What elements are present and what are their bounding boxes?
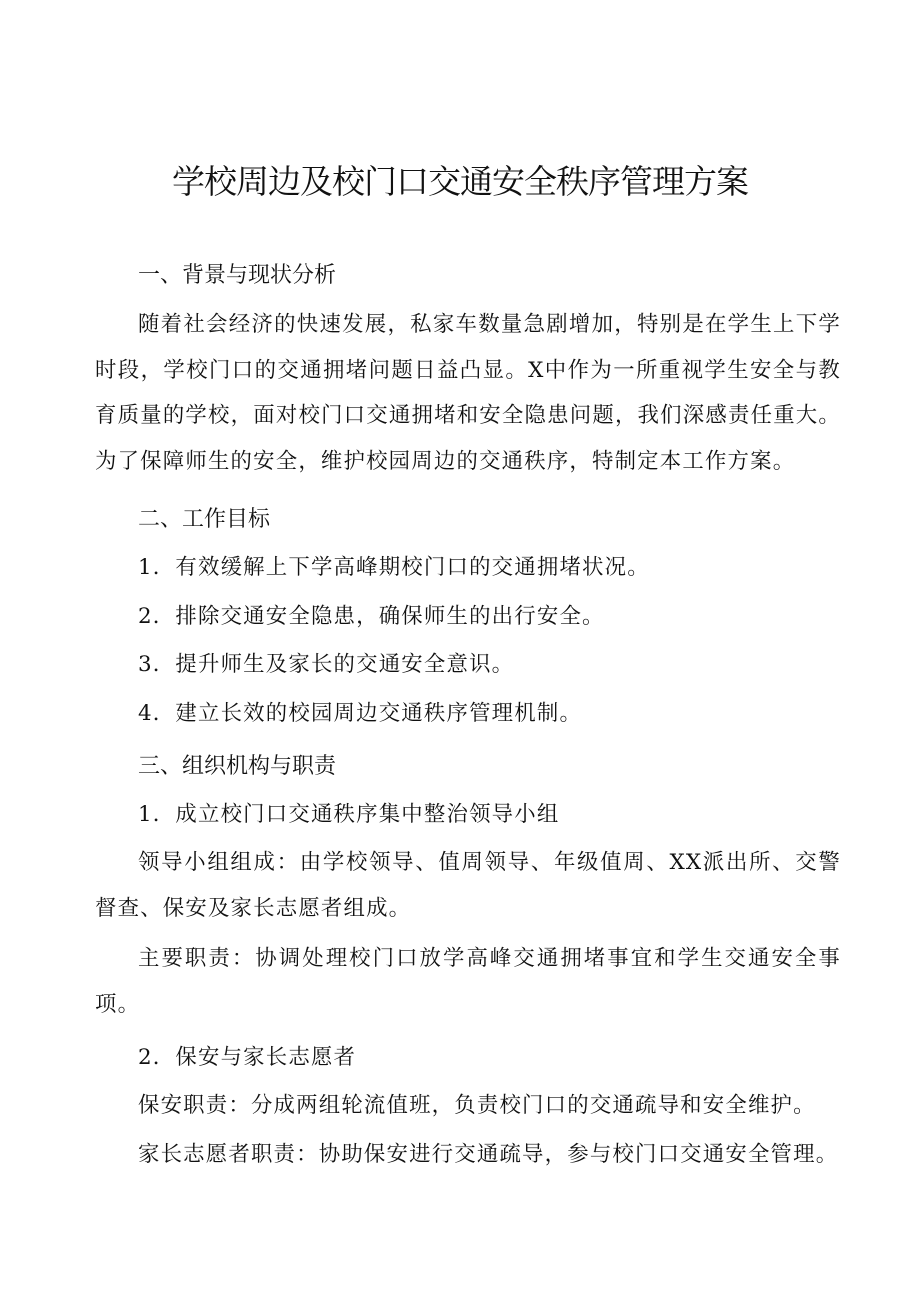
background-paragraph: 随着社会经济的快速发展，私家车数量急剧增加，特别是在学生上下学时段，学校门口的交通拥堵问题日益凸显。X中作为一所重视学生安全与教育质量的学校，面对校门口交通拥堵和安全隐患问题，我们深感责任重大。为了保障师生的安全，维护校园周边的交通秩序，特制定本工作方案。 — [95, 312, 841, 474]
subsection-title-leadership-group: 1．成立校门口交通秩序集中整治领导小组 — [138, 802, 560, 827]
document-title: 学校周边及校门口交通安全秩序管理方案 — [172, 162, 748, 201]
goal-item-1: 1．有效缓解上下学高峰期校门口的交通拥堵状况。 — [138, 555, 650, 580]
section-heading-background: 一、背景与现状分析 — [138, 263, 337, 288]
goal-item-4: 4．建立长效的校园周边交通秩序管理机制。 — [138, 701, 583, 726]
leadership-duties-paragraph: 主要职责：协调处理校门口放学高峰交通拥堵事宜和学生交通安全事项。 — [95, 946, 841, 1017]
leadership-composition-paragraph: 领导小组组成：由学校领导、值周领导、年级值周、XX派出所、交警督查、保安及家长志愿者组成。 — [95, 850, 841, 921]
section-heading-goals: 二、工作目标 — [138, 507, 271, 532]
goal-item-2: 2．排除交通安全隐患，确保师生的出行安全。 — [138, 604, 605, 629]
security-duties-paragraph: 保安职责：分成两组轮流值班，负责校门口的交通疏导和安全维护。 — [138, 1093, 816, 1118]
goal-item-3: 3．提升师生及家长的交通安全意识。 — [138, 652, 515, 677]
subsection-title-security-volunteers: 2．保安与家长志愿者 — [138, 1045, 357, 1070]
volunteer-duties-paragraph: 家长志愿者职责：协助保安进行交通疏导，参与校门口交通安全管理。 — [138, 1142, 839, 1167]
section-heading-organization: 三、组织机构与职责 — [138, 754, 337, 779]
